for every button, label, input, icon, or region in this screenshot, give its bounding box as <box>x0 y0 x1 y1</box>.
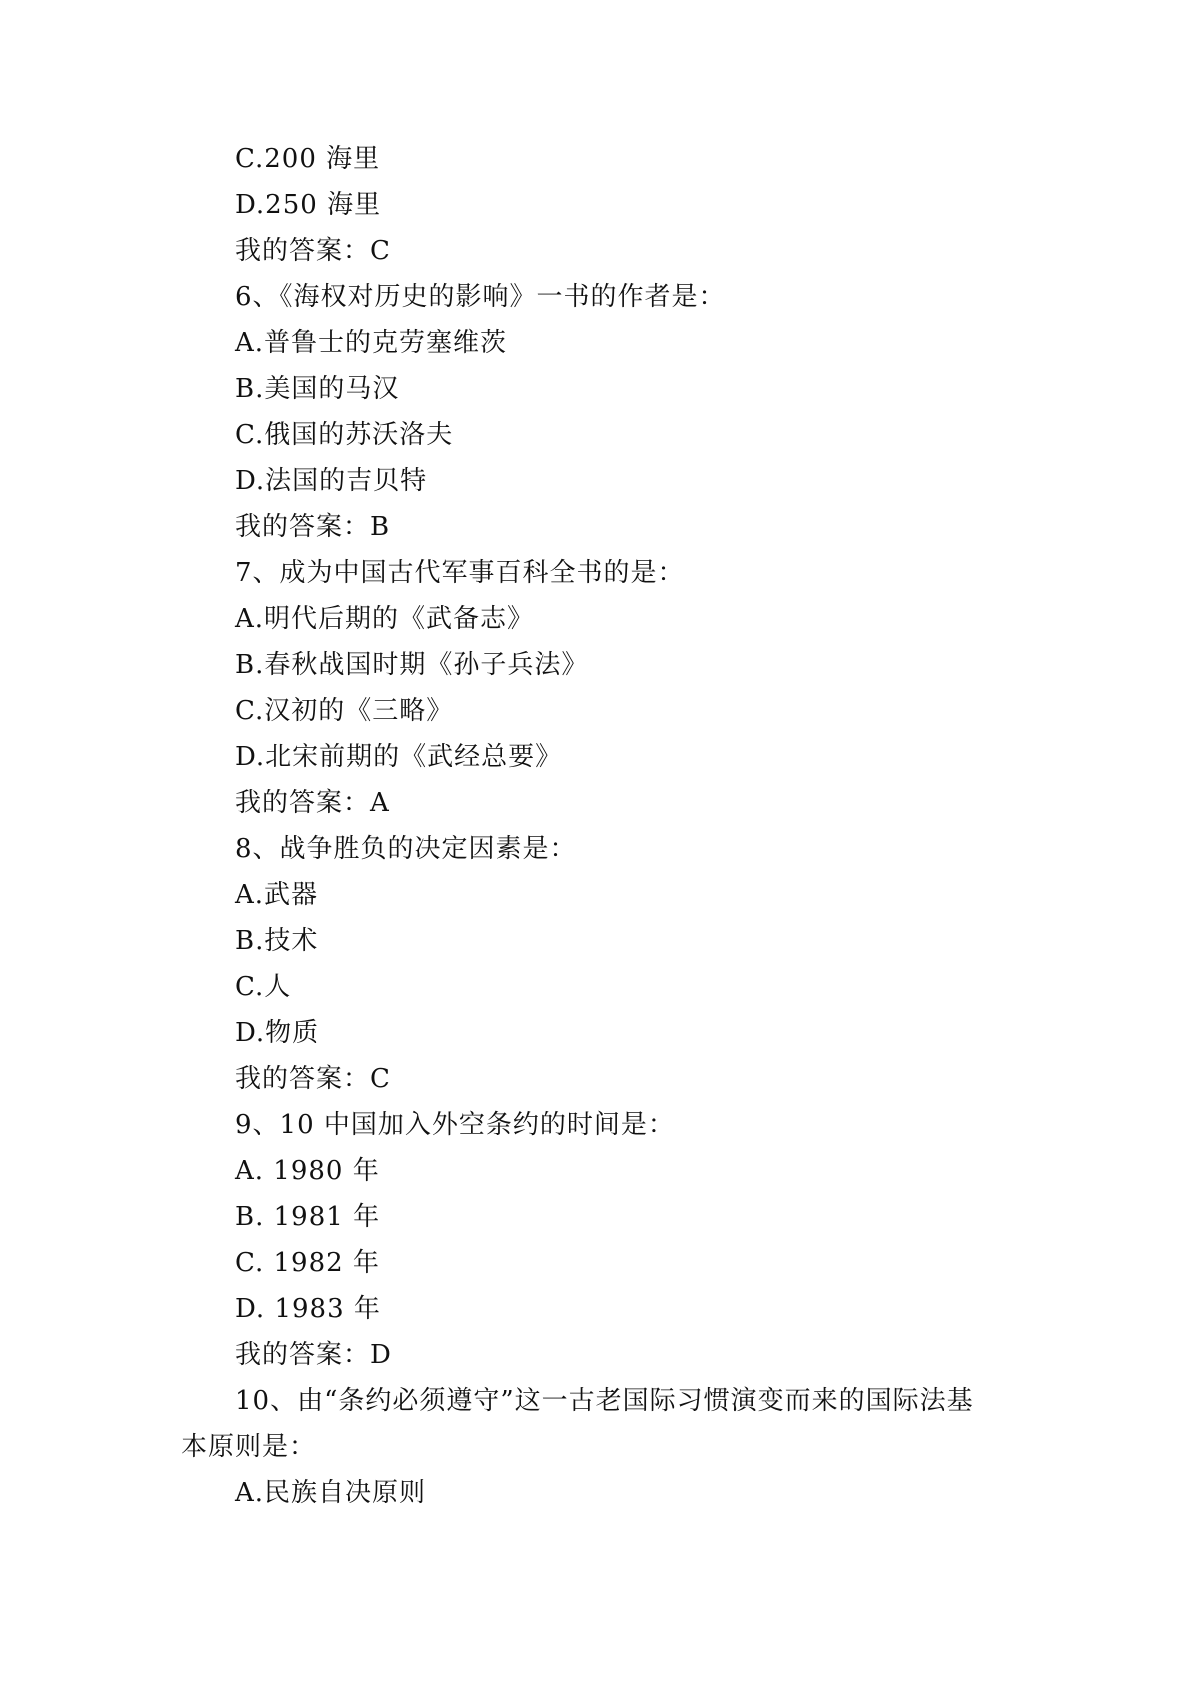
option-b: B.技术 <box>235 926 319 956</box>
option-b: B.春秋战国时期《孙子兵法》 <box>235 650 589 680</box>
option-c: C. 1982 年 <box>235 1248 380 1278</box>
option-d: D.250 海里 <box>235 190 382 220</box>
option-c: C.汉初的《三略》 <box>235 696 454 726</box>
answer-line: 我的答案：C <box>235 236 391 266</box>
question-10: 10、由“条约必须遵守”这一古老国际习惯演变而来的国际法基 <box>235 1386 974 1416</box>
answer-line: 我的答案：D <box>235 1340 392 1370</box>
answer-line: 我的答案：C <box>235 1064 391 1094</box>
option-c: C.俄国的苏沃洛夫 <box>235 420 454 450</box>
option-d: D. 1983 年 <box>235 1294 381 1324</box>
question-7: 7、成为中国古代军事百科全书的是： <box>235 558 685 588</box>
option-c: C.人 <box>235 972 292 1002</box>
answer-line: 我的答案：A <box>235 788 390 818</box>
question-8: 8、战争胜负的决定因素是： <box>235 834 577 864</box>
option-c: C.200 海里 <box>235 144 381 174</box>
question-6: 6、《海权对历史的影响》一书的作者是： <box>235 282 726 312</box>
option-d: D.法国的吉贝特 <box>235 466 428 496</box>
option-d: D.物质 <box>235 1018 320 1048</box>
option-a: A.武器 <box>235 880 319 910</box>
answer-line: 我的答案：B <box>235 512 391 542</box>
option-b: B.美国的马汉 <box>235 374 400 404</box>
option-a: A.普鲁士的克劳塞维茨 <box>235 328 508 358</box>
question-9: 9、10 中国加入外空条约的时间是： <box>235 1110 675 1140</box>
option-a: A.民族自决原则 <box>235 1478 427 1508</box>
option-d: D.北宋前期的《武经总要》 <box>235 742 563 772</box>
option-b: B. 1981 年 <box>235 1202 381 1232</box>
option-a: A. 1980 年 <box>235 1156 380 1186</box>
question-10-continuation: 本原则是： <box>181 1432 317 1462</box>
option-a: A.明代后期的《武备志》 <box>235 604 535 634</box>
